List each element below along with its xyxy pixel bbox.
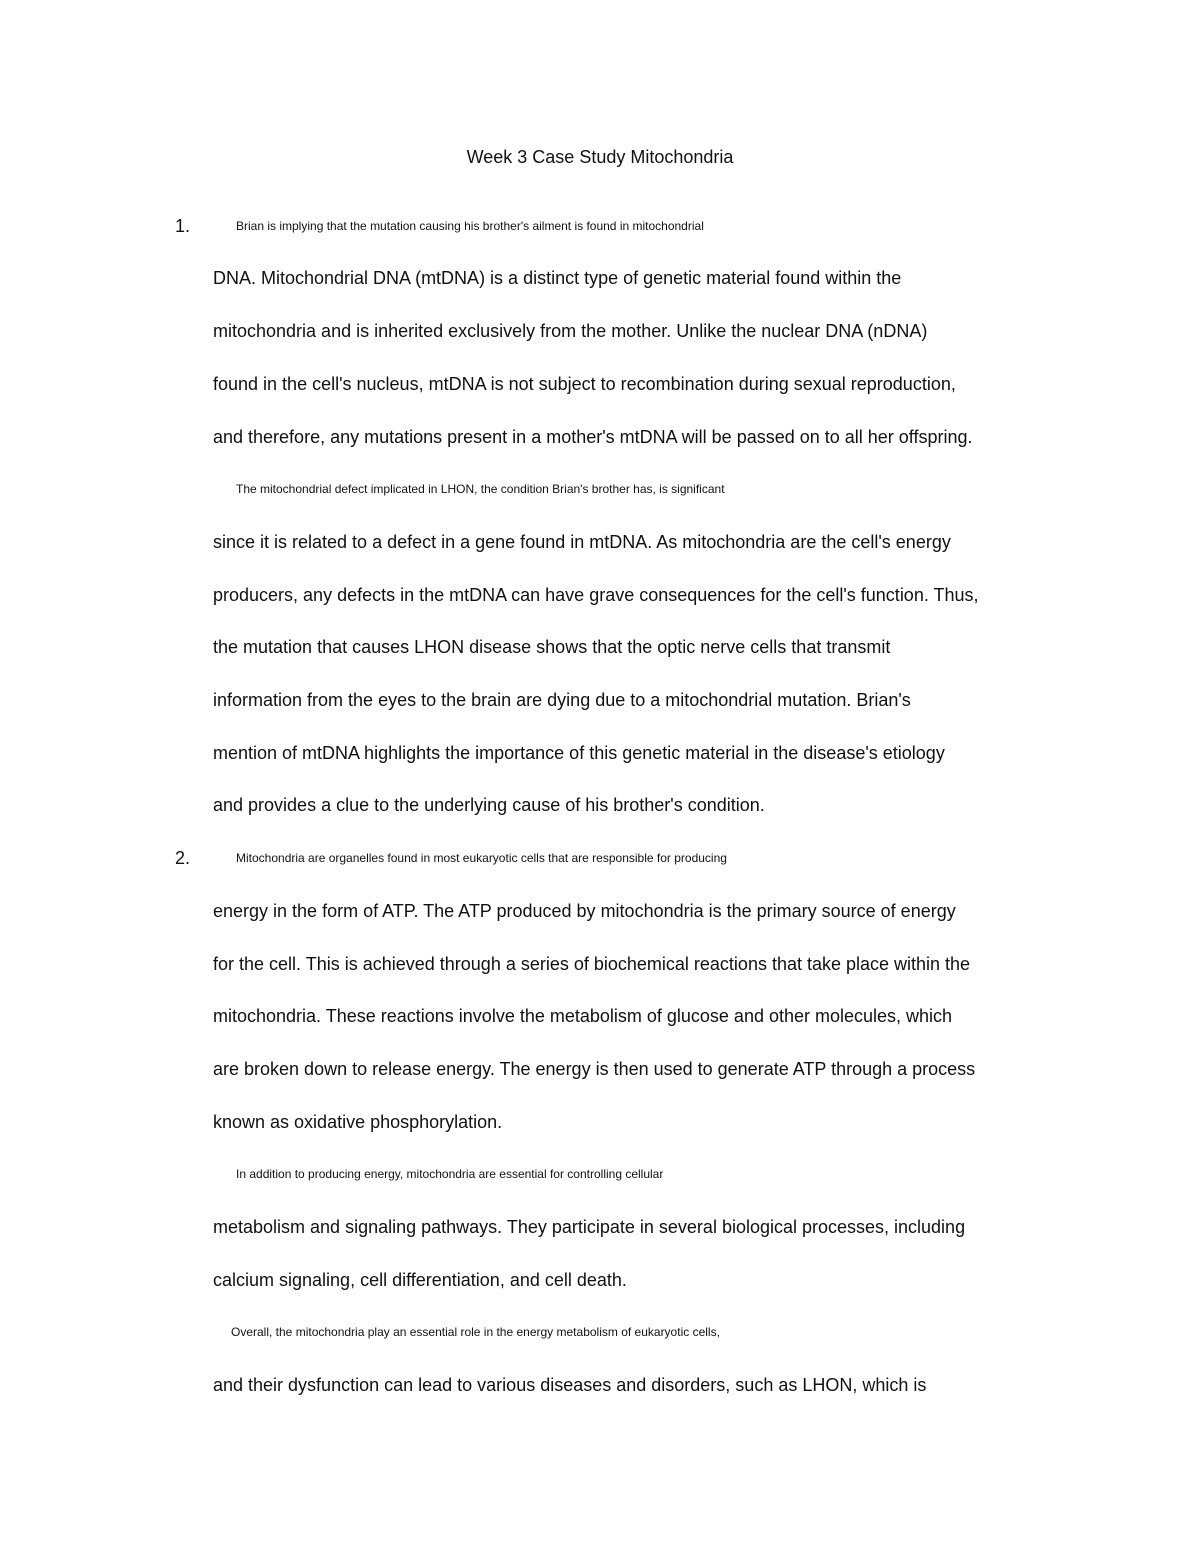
text-line: the mutation that causes LHON disease shows that the optic nerve cells that transmit [213,637,891,657]
text-line: for the cell. This is achieved through a series of biochemical reactions that take place within the [213,954,971,974]
text-line: Mitochondria are organelles found in most eukaryotic cells that are responsible for producing [236,851,727,865]
text-line: information from the eyes to the brain are dying due to a mitochondrial mutation. Brian's [213,690,911,710]
text-line: found in the cell's nucleus, mtDNA is not subject to recombination during sexual reproduction, [213,374,956,394]
text-line: calcium signaling, cell differentiation, and cell death. [213,1270,627,1290]
text-line: Brian is implying that the mutation causing his brother's ailment is found in mitochondrial [236,219,704,233]
text-line: mitochondria and is inherited exclusively from the mother. Unlike the nuclear DNA (nDNA) [213,321,928,341]
text-line: mention of mtDNA highlights the importance of this genetic material in the disease's etiology [213,743,945,763]
text-line: Overall, the mitochondria play an essential role in the energy metabolism of eukaryotic cells, [231,1325,720,1339]
text-line: mitochondria. These reactions involve the metabolism of glucose and other molecules, which [213,1006,953,1026]
document-title: Week 3 Case Study Mitochondria [466,147,734,167]
text-line: DNA. Mitochondrial DNA (mtDNA) is a distinct type of genetic material found within the [213,268,902,288]
list-number-2: 2. [175,848,191,868]
text-line: The mitochondrial defect implicated in LHON, the condition Brian's brother has, is significant [236,482,725,496]
text-line: and provides a clue to the underlying cause of his brother's condition. [213,795,765,815]
text-line: energy in the form of ATP. The ATP produced by mitochondria is the primary source of energy [213,901,956,921]
text-line: since it is related to a defect in a gene found in mtDNA. As mitochondria are the cell's energy [213,532,951,552]
text-line: and therefore, any mutations present in a mother's mtDNA will be passed on to all her offspring. [213,427,973,447]
text-line: and their dysfunction can lead to various diseases and disorders, such as LHON, which is [213,1375,927,1395]
list-number-1: 1. [175,216,191,236]
text-line: producers, any defects in the mtDNA can have grave consequences for the cell's function. Thus, [213,585,979,605]
text-line: In addition to producing energy, mitochondria are essential for controlling cellular [236,1167,664,1181]
text-line: are broken down to release energy. The energy is then used to generate ATP through a process [213,1059,976,1079]
text-line: metabolism and signaling pathways. They participate in several biological processes, including [213,1217,966,1237]
text-line: known as oxidative phosphorylation. [213,1112,503,1132]
